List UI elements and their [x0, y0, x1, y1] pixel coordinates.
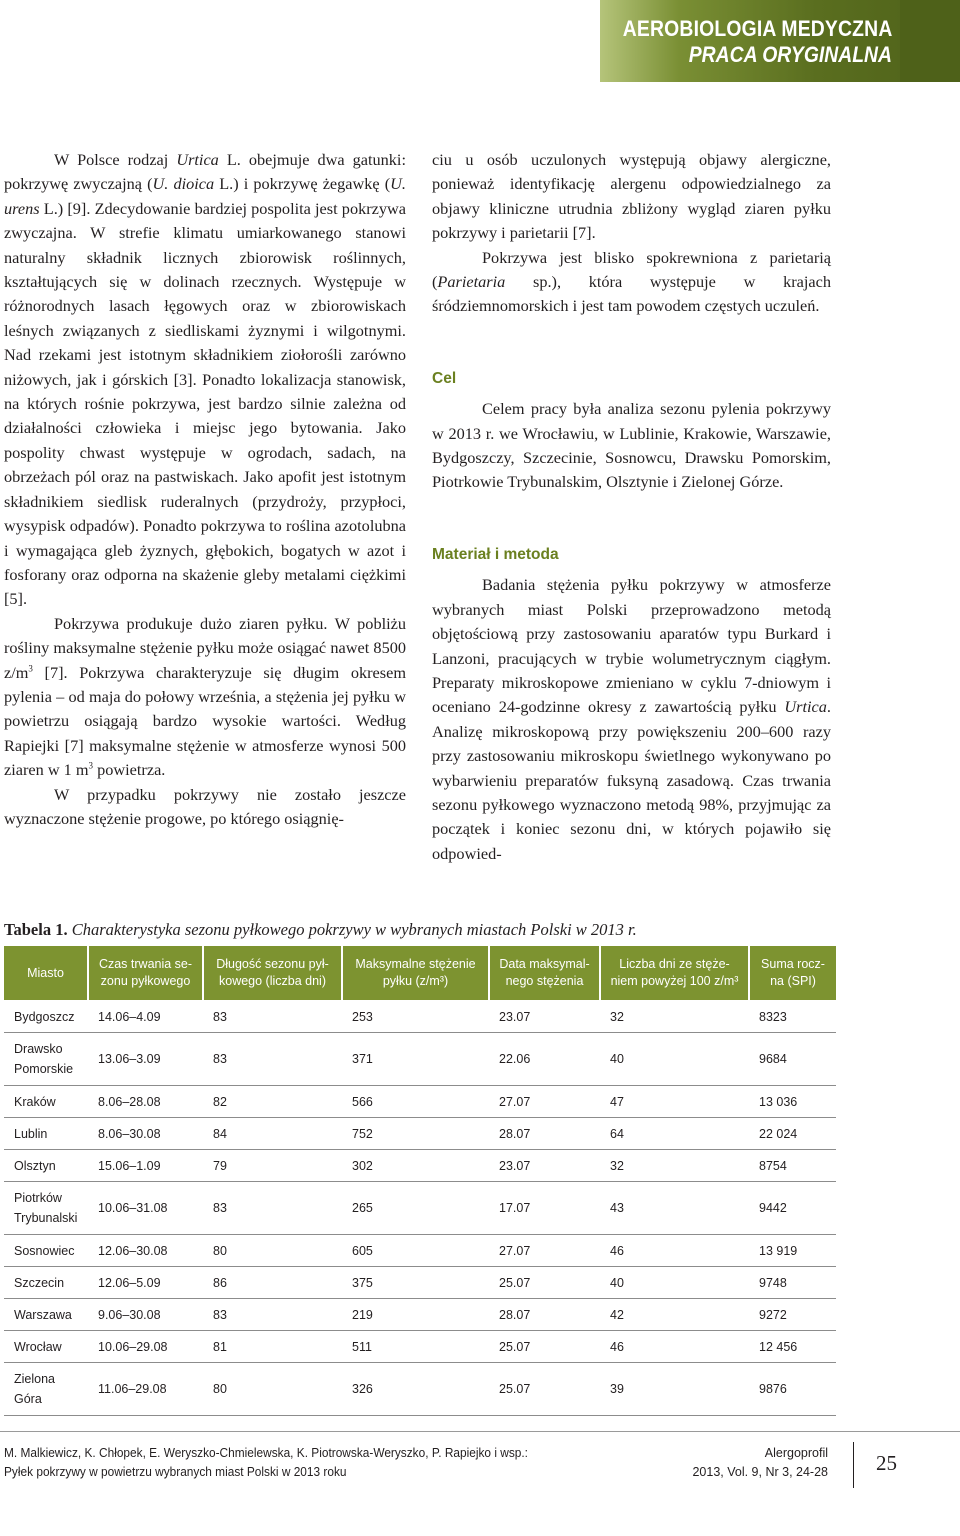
header-cell: Miasto [4, 946, 88, 1000]
spi-cell: 8323 [749, 1000, 836, 1033]
spi-cell: 22 024 [749, 1118, 836, 1150]
max-cell: 752 [342, 1118, 489, 1150]
city-cell: Szczecin [4, 1267, 88, 1299]
table-header-row [4, 946, 836, 1000]
header-accent-bar [900, 0, 960, 82]
article-type: PRACA ORYGINALNA [688, 42, 892, 67]
days-cell: 80 [203, 1235, 342, 1267]
date-cell: 25.07 [489, 1267, 600, 1299]
days-cell: 86 [203, 1267, 342, 1299]
paragraph: Pokrzywa produkuje dużo ziaren pyłku. W pobliżu rośliny maksymalne stężenie pyłku może osiągać nawet 8500 $z/m^3$ [7]. Pokrzywa charakteryzuje się długim okresem pylenia – od maja do połowy września, a stężenia jej pyłku w powietrzu osiągają bardzo wysokie wartości. Według Rapiejki [7] maksymalne stężenie w atmosferze wynosi 500 ziaren w 1 $m^3$ powietrza. [4, 613, 406, 780]
table-row [4, 1331, 836, 1363]
max-cell: 605 [342, 1235, 489, 1267]
footer-citation [4, 1444, 536, 1482]
city-cell: Warszawa [4, 1299, 88, 1331]
journal-section-title: AEROBIOLOGIA MEDYCZNA [622, 16, 892, 41]
table-row [4, 1118, 836, 1150]
period-cell: 12.06–5.09 [88, 1267, 203, 1299]
over100-cell: 40 [600, 1033, 749, 1086]
max-cell: 302 [342, 1150, 489, 1182]
table-row [4, 1267, 836, 1299]
pollen-season-table [4, 946, 836, 1416]
over100-cell: 42 [600, 1299, 749, 1331]
spi-cell: 9442 [749, 1182, 836, 1235]
paragraph: W Polsce rodzaj Urtica L. obejmuje dwa gatunki: pokrzywę zwyczajną (U. dioica L.) i pokrzywę żegawkę (U. urens L.) [9]. Zdecydowanie bardziej pospolita jest pokrzywa zwyczajna. W strefie klimatu umiarkowanego stanowi naturalny składnik licznych zbiorowisk roślinnych, kształtujących się w dolinach rzecznych. Występuje w różnorodnych lasach łęgowych oraz w zbiorowiskach leśnych związanych z siedliskami żyznymi i wilgotnymi. Nad rzekami jest istotnym składnikiem ziołorośli zarówno niżowych, jak i górskich [3]. Ponadto lokalizacja stanowisk, na których rośnie pokrzywa, jest bardzo silnie zależna od działalności człowieka i miejsc jego bytowania. Jako pospolity chwast występuje w ogrodach, sadach, na obrzeżach pól oraz na pastwiskach. Jako apofit jest istotnym składnikiem siedlisk ruderalnych (przydroży, przypłoci, wysypisk odpadów). Ponadto pokrzywa to roślina azotolubna i wymagająca gleb żyznych, głębokich, bogatych w azot i fosforany oraz odporna na skażenie gleby metalami ciężkimi [5]. [4, 150, 406, 609]
date-cell: 28.07 [489, 1299, 600, 1331]
table-row [4, 1150, 836, 1182]
footer-article-title: Pyłek pokrzywy w powietrzu wybranych miast Polski w 2013 roku [4, 1465, 347, 1479]
header-cell: Długość sezonu pył- kowego (liczba dni) [203, 946, 342, 1000]
max-cell: 511 [342, 1331, 489, 1363]
period-cell: 13.06–3.09 [88, 1033, 203, 1086]
table-row [4, 1235, 836, 1267]
left-column [4, 148, 406, 831]
paragraph: Badania stężenia pyłku pokrzywy w atmosferze wybranych miast Polski przeprowadzono metodą objętościową przy zastosowaniu aparatów typu Burkard i Lanzoni, pracujących w trybie wolumetrycznym ciągłym. Preparaty mikroskopowe zmieniano w cyklu 7-dniowym i oceniano 24-godzinne okresy z zawartością pyłku Urtica. Analizę mikroskopową przy powiększeniu 200–600 razy przy zastosowaniu mikroskopu świetlnego wykonywano po wybarwieniu preparatów fuksyną zasadową. Czas trwania sezonu pyłkowego wyznaczono metodą 98%, przyjmując za początek i koniec sezonu dni, w których pojawiło się odpowied- [432, 575, 831, 863]
table-row [4, 1033, 836, 1086]
over100-cell: 64 [600, 1118, 749, 1150]
city-cell: Bydgoszcz [4, 1000, 88, 1033]
over100-cell: 32 [600, 1000, 749, 1033]
date-cell: 23.07 [489, 1000, 600, 1033]
right-column [432, 148, 831, 866]
spi-cell: 9876 [749, 1363, 836, 1416]
period-cell: 14.06–4.09 [88, 1000, 203, 1033]
header-banner [600, 0, 960, 82]
period-cell: 8.06–30.08 [88, 1118, 203, 1150]
header-cell: Suma rocz- na (SPI) [749, 946, 836, 1000]
table-row [4, 1182, 836, 1235]
footer-volume: 2013, Vol. 9, Nr 3, 24-28 [692, 1465, 828, 1479]
paragraph: W przypadku pokrzywy nie zostało jeszcze wyznaczone stężenie progowe, po którego osiągnię- [4, 784, 406, 828]
days-cell: 82 [203, 1086, 342, 1118]
city-cell: Lublin [4, 1118, 88, 1150]
over100-cell: 40 [600, 1267, 749, 1299]
date-cell: 27.07 [489, 1235, 600, 1267]
max-cell: 326 [342, 1363, 489, 1416]
table-row [4, 1086, 836, 1118]
over100-cell: 46 [600, 1331, 749, 1363]
days-cell: 83 [203, 1299, 342, 1331]
city-cell: Drawsko Pomorskie [4, 1033, 88, 1086]
date-cell: 27.07 [489, 1086, 600, 1118]
city-cell: Sosnowiec [4, 1235, 88, 1267]
over100-cell: 47 [600, 1086, 749, 1118]
days-cell: 79 [203, 1150, 342, 1182]
table-row [4, 1000, 836, 1033]
date-cell: 22.06 [489, 1033, 600, 1086]
period-cell: 10.06–31.08 [88, 1182, 203, 1235]
period-cell: 11.06–29.08 [88, 1363, 203, 1416]
header-cell: Maksymalne stężenie pyłku (z/m³) [342, 946, 489, 1000]
days-cell: 83 [203, 1033, 342, 1086]
period-cell: 10.06–29.08 [88, 1331, 203, 1363]
spi-cell: 9272 [749, 1299, 836, 1331]
city-cell: Piotrków Trybunalski [4, 1182, 88, 1235]
days-cell: 84 [203, 1118, 342, 1150]
spi-cell: 13 036 [749, 1086, 836, 1118]
city-cell: Kraków [4, 1086, 88, 1118]
footer-journal [568, 1444, 828, 1482]
date-cell: 25.07 [489, 1363, 600, 1416]
paragraph: Pokrzywa jest blisko spokrewniona z parietarią (Parietaria sp.), która występuje w krajach śródziemnomorskich i jest tam powodem częstych uczuleń. [432, 247, 831, 316]
date-cell: 23.07 [489, 1150, 600, 1182]
over100-cell: 46 [600, 1235, 749, 1267]
header-cell: Liczba dni ze stęże- niem powyżej 100 z/m³ [600, 946, 749, 1000]
spi-cell: 9684 [749, 1033, 836, 1086]
paragraph: Celem pracy była analiza sezonu pylenia pokrzywy w 2013 r. we Wrocławiu, w Lublinie, Krakowie, Warszawie, Bydgoszczy, Szczecinie, Sosnowcu, Drawsku Pomorskim, Piotrkowie Trybunalskim, Olsztynie i Zielonej Górze. [432, 399, 831, 492]
days-cell: 80 [203, 1363, 342, 1416]
max-cell: 253 [342, 1000, 489, 1033]
footer-authors: M. Malkiewicz, K. Chłopek, E. Weryszko-Chmielewska, K. Piotrowska-Weryszko, P. Rapiejko i wsp.: [4, 1446, 528, 1460]
table-row [4, 1299, 836, 1331]
period-cell: 9.06–30.08 [88, 1299, 203, 1331]
spi-cell: 9748 [749, 1267, 836, 1299]
footer-divider [0, 1431, 960, 1432]
days-cell: 81 [203, 1331, 342, 1363]
table-caption: Tabela 1. Charakterystyka sezonu pyłkowego pokrzywy w wybranych miastach Polski w 2013 r. [4, 920, 637, 939]
period-cell: 8.06–28.08 [88, 1086, 203, 1118]
period-cell: 12.06–30.08 [88, 1235, 203, 1267]
date-cell: 25.07 [489, 1331, 600, 1363]
spi-cell: 8754 [749, 1150, 836, 1182]
days-cell: 83 [203, 1182, 342, 1235]
max-cell: 219 [342, 1299, 489, 1331]
page-number: 25 [876, 1451, 897, 1475]
city-cell: Wrocław [4, 1331, 88, 1363]
table-row [4, 1363, 836, 1416]
header-cell: Data maksymal- nego stężenia [489, 946, 600, 1000]
date-cell: 17.07 [489, 1182, 600, 1235]
spi-cell: 13 919 [749, 1235, 836, 1267]
date-cell: 28.07 [489, 1118, 600, 1150]
days-cell: 83 [203, 1000, 342, 1033]
period-cell: 15.06–1.09 [88, 1150, 203, 1182]
paragraph: ciu u osób uczulonych występują objawy alergiczne, ponieważ identyfikację alergenu odpowiedzialnego za objawy kliniczne utrudnia zbliżony wygląd ziaren pyłku pokrzywy i parietarii [7]. [432, 150, 831, 243]
max-cell: 265 [342, 1182, 489, 1235]
city-cell: Zielona Góra [4, 1363, 88, 1416]
footer-separator [853, 1442, 854, 1488]
max-cell: 375 [342, 1267, 489, 1299]
max-cell: 566 [342, 1086, 489, 1118]
over100-cell: 43 [600, 1182, 749, 1235]
over100-cell: 39 [600, 1363, 749, 1416]
section-heading-material: Materiał i metoda [432, 545, 559, 563]
max-cell: 371 [342, 1033, 489, 1086]
spi-cell: 12 456 [749, 1331, 836, 1363]
footer-journal-name: Alergoprofil [764, 1446, 828, 1460]
header-cell: Czas trwania se- zonu pyłkowego [88, 946, 203, 1000]
section-heading-cel: Cel [432, 369, 457, 387]
city-cell: Olsztyn [4, 1150, 88, 1182]
over100-cell: 32 [600, 1150, 749, 1182]
